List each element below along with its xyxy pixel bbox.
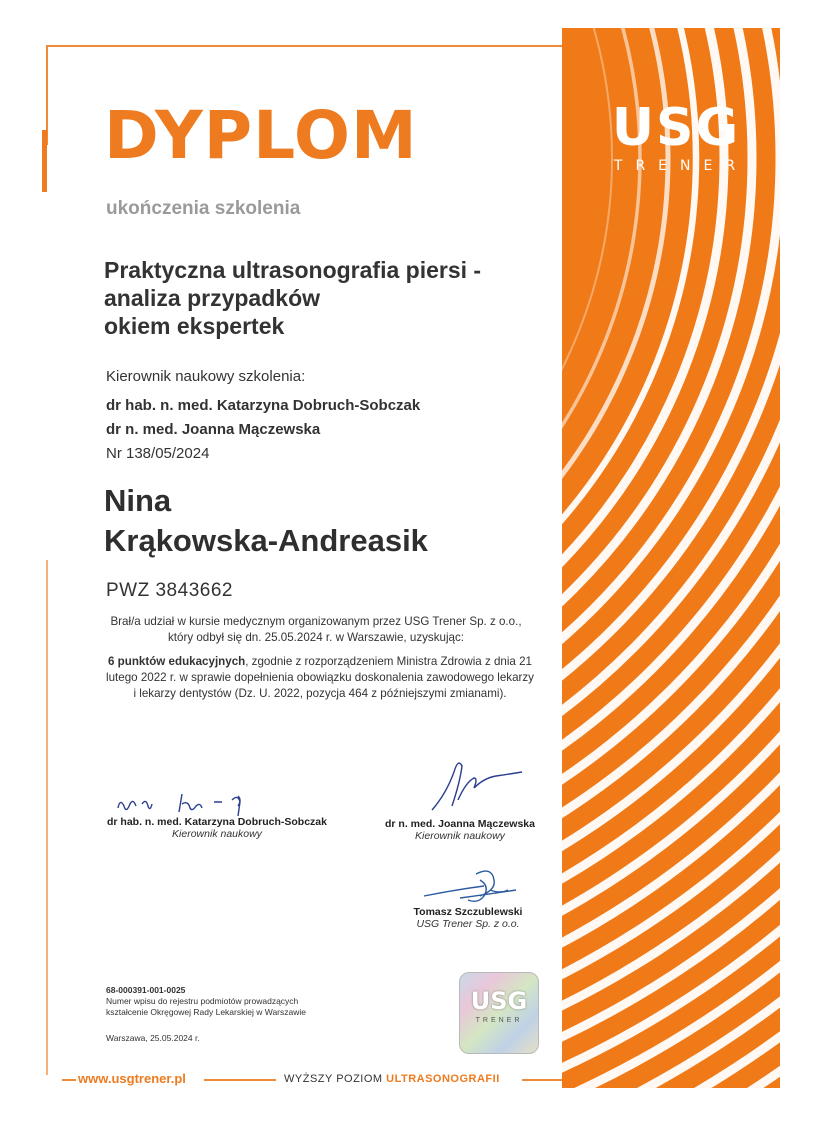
signature-2-graphic xyxy=(428,754,528,820)
wave-pattern-graphic xyxy=(562,28,780,1088)
points-statement xyxy=(106,654,534,702)
signatory-name: dr n. med. Joanna Mączewska xyxy=(385,818,535,830)
course-title-line: analiza przypadków xyxy=(104,285,321,311)
footer-slogan xyxy=(284,1073,500,1085)
frame-left-accent xyxy=(42,130,47,192)
signatory-name: dr hab. n. med. Katarzyna Dobruch-Sobczak xyxy=(107,816,327,828)
registry-line: Numer wpisu do rejestru podmiotów prowadzących xyxy=(106,996,299,1006)
points-earned: 6 punktów edukacyjnych xyxy=(108,655,246,668)
usg-trener-logo xyxy=(596,100,756,174)
slogan-prefix: WYŻSZY POZIOM xyxy=(284,1073,387,1085)
diploma-number: Nr 138/05/2024 xyxy=(106,445,210,462)
signatory-role: USG Trener Sp. z o.o. xyxy=(416,918,520,930)
registry-info xyxy=(106,985,306,1018)
logo-usg-text: USG xyxy=(611,98,741,158)
logo-trener-text: TRENER xyxy=(613,158,749,174)
registry-code: 68-000391-001-0025 xyxy=(106,985,186,995)
participant-pwz: PWZ 3843662 xyxy=(106,580,233,601)
hologram-usg-text: USG xyxy=(470,987,528,1015)
certificate-body xyxy=(106,614,536,702)
course-title-line: okiem ekspertek xyxy=(104,313,285,339)
frame-bottom-line-left xyxy=(62,1079,76,1081)
scientific-leader-2: dr n. med. Joanna Mączewska xyxy=(106,421,321,438)
frame-left-lower-line xyxy=(46,560,48,1075)
signature-block-2 xyxy=(380,818,540,842)
frame-top-line xyxy=(46,45,562,47)
regulation-reference: , zgodnie z rozporządzeniem Ministra Zdrowia z dnia 21 lutego 2022 r. w sprawie dopełnienia obowiązku doskonalenia zawodowego lekarzy i lekarzy dentystów (Dz. U. 2022, pozycja 464 z późniejszymi zmianami). xyxy=(106,655,534,700)
issue-date: Warszawa, 25.05.2024 r. xyxy=(106,1033,200,1043)
diploma-title: DYPLOM xyxy=(104,97,418,174)
frame-bottom-line-middle xyxy=(204,1079,276,1081)
diploma-subtitle: ukończenia szkolenia xyxy=(106,198,301,219)
participant-name xyxy=(104,481,428,561)
scientific-leader-label: Kierownik naukowy szkolenia: xyxy=(106,368,306,385)
course-title-line: Praktyczna ultrasonografia piersi - xyxy=(104,257,482,283)
hologram-trener-text: TRENER xyxy=(475,1017,523,1024)
frame-bottom-line-right xyxy=(522,1079,562,1081)
signatory-role: Kierownik naukowy xyxy=(415,830,505,842)
attendance-statement: Brał/a udział w kursie medycznym organizowanym przez USG Trener Sp. z o.o., który odbył się dn. 25.05.2024 r. w Warszawie, uzyskując: xyxy=(110,615,522,644)
slogan-accent: ULTRASONOGRAFII xyxy=(386,1073,500,1085)
signatory-role: Kierownik naukowy xyxy=(172,828,262,840)
signature-block-3 xyxy=(404,906,532,930)
signatory-name: Tomasz Szczublewski xyxy=(413,906,523,918)
hologram-seal xyxy=(459,972,539,1054)
registry-line: kształcenie Okręgowej Rady Lekarskiej w Warszawie xyxy=(106,1007,306,1017)
participant-first-name: Nina xyxy=(104,483,172,518)
participant-last-name: Krąkowska-Andreasik xyxy=(104,523,428,558)
orange-wave-panel xyxy=(562,28,780,1088)
footer-website-link[interactable]: www.usgtrener.pl xyxy=(78,1071,186,1086)
signature-1-graphic xyxy=(112,786,272,820)
course-title xyxy=(104,256,564,340)
scientific-leader-1: dr hab. n. med. Katarzyna Dobruch-Sobczak xyxy=(106,397,421,414)
signature-block-1 xyxy=(100,816,334,840)
